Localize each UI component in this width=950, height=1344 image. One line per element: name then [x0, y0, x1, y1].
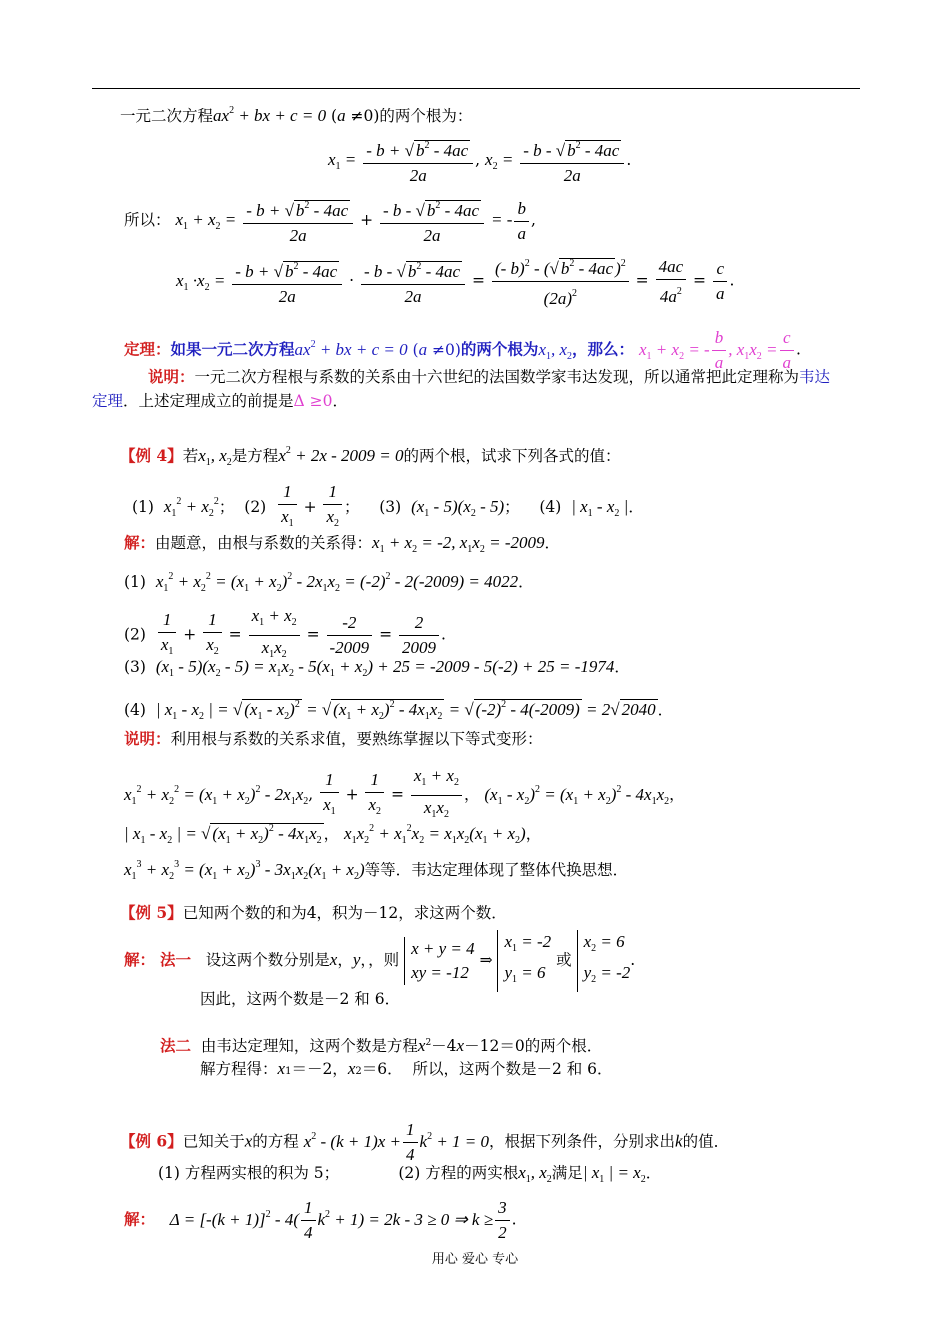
solution-4-3: (3) $(x_1 - 5)(x_2 - 5) = x_1x_2 - 5(x_1 + x_2) + 25 = -2009 - 5(-2) + 25 = -1974$． [124, 657, 630, 679]
note-line-1: 说明：一元二次方程根与系数的关系由十六世纪的法国数学家韦达发现，所以通常把此定理称为韦达 [148, 367, 831, 386]
solution-4-2: (2) $\frac{1}{x_1}$ + $\frac{1}{x_2}$ = $\frac{x_1 + x_2}{x_1x_2}$ = $\frac{-2}{-2009}$ = $\frac{2}{2009}$ . [124, 606, 446, 660]
example-5-header: 【例 5】已知两个数的和为4，积为－12，求这两个数． [120, 903, 507, 922]
method-2: 法二 由韦达定理知，这两个数是方程$x^2-4x-12=0$的两个根． [160, 1036, 603, 1056]
page-footer: 用心 爱心 专心 [431, 1252, 519, 1267]
header-rule [92, 88, 860, 89]
roots-formula: $x_1$ = $\frac{- b + √ b^2 - 4ac}{2a}$ , $x_2$ = $\frac{- b - √ b^2 - 4ac}{2a}$ . [328, 134, 631, 188]
method-1-result: 因此，这两个数是－2 和 6． [200, 990, 401, 1008]
example-6-questions: (1) 方程两实根的积为 5； (2) 方程的两实根$x_1$, $x_2$满足| $x_1$ | = $x_2$． [158, 1163, 662, 1185]
note-2: 说明：利用根与系数的关系求值，要熟练掌握以下等式变形： [124, 729, 543, 748]
product-formula: $x_1 \cdot x_2$ = $\frac{- b + √ b^2 - 4ac}{2a}$ · $\frac{- b - √ b^2 - 4ac}{2a}$ = $\frac{(- b)^2 - (√ b^2 - 4ac )^2}{(2a)^2}$ = $\frac{4ac}{4a^2}$ = $\frac{c}{a}$ . [176, 252, 734, 311]
solution-6: 解： $\Delta = [-(k + 1)]^2 - 4$( $\frac{1}{4}$ $k^2 + 1) = 2k - 3 \ge 0$ ⇒ k ≥ $\frac{3}{2}$ . [124, 1198, 517, 1242]
solution-4-intro: 解：由题意，由根与系数的关系得：$x_1 + x_2 = -2$, $x_1x_2 = -2009$． [124, 533, 560, 555]
note-line-2: 定理．上述定理成立的前提是Δ ≥0． [92, 392, 349, 410]
sum-formula: 所以： $x_1 + x_2$ = $\frac{- b + √ b^2 - 4ac}{2a}$ + $\frac{- b - √ b^2 - 4ac}{2a}$ = - $\frac{b}{a}$ , [124, 194, 536, 248]
example-4-items: (1) $x_1^2 + x_2^2$； (2) $\frac{1}{x_1}$ + $\frac{1}{x_2}$ ； (3) $(x_1 - 5)(x_2 - 5)$； (4) | $x_1 - x_2$ |． [132, 482, 644, 529]
theorem-line: 定理：如果一元二次方程$ax^2$ + bx + c = 0 (a ≠0)的两个根为$x_1$, $x_2$，那么： $x_1 + x_2$ = - $\frac{b}{a}$ , $x_1x_2$ = $\frac{c}{a}$ . [124, 328, 801, 372]
identities-3: $x_1^3 + x_2^3 = (x_1 + x_2)^3 - 3x_1x_2(x_1 + x_2)$等等．韦达定理体现了整体代换思想． [124, 859, 629, 882]
solution-4-4: (4) | $x_1 - x_2$ | = √ $(x_1 - x_2)^2$ = √ $(x_1 + x_2)^2 - 4x_1x_2$ = √ $(-2)^2 - 4(-2009) = 2√$ 2040 ． [124, 699, 674, 722]
method-2-solve: 解方程得：x1＝－2，x2＝6． 所以，这两个数是－2 和 6． [200, 1059, 613, 1078]
example-4-header: 【例 4】若$x_1$, $x_2$是方程$x^2 + 2x - 2009 = 0$的两个根，试求下列各式的值： [120, 445, 621, 468]
solution-4-1: (1) $x_1^2 + x_2^2 = (x_1 + x_2)^2 - 2x_1x_2 = (-2)^2 - 2(-2009) = 4022$． [124, 571, 534, 594]
example-5-method-1: 解： 法一 设这两个数分别是x，y，，则 x + y = 4 xy = -12 ⇒ $x_1 = -2$ $y_1 = 6$ 或 $x_2 = 6$ $y_2 = -2$. [124, 930, 635, 992]
identities-1: $x_1^2 + x_2^2 = (x_1 + x_2)^2 - 2x_1x_2$, $\frac{1}{x_1}$ + $\frac{1}{x_2}$ = $\frac{x_1 + x_2}{x_1x_2}$ ， $(x_1 - x_2)^2 = (x_1 + x_2)^2 - 4x_1x_2$， [124, 766, 685, 820]
intro-line: 一元二次方程$ax^2$ + bx + c = 0 (a ≠0)的两个根为： [120, 105, 473, 125]
example-6-header: 【例 6】已知关于x的方程 $x^2 - (k + 1)x$ + $\frac{1}{4}$ $k^2 + 1 = 0$，根据下列条件，分别求出k的值． [120, 1120, 730, 1164]
identities-2: | $x_1 - x_2$ | = √ $(x_1 + x_2)^2 - 4x_1x_2$ ， $x_1x_2^2 + x_1^2x_2 = x_1x_2(x_1 + x_2)$， [124, 823, 542, 846]
